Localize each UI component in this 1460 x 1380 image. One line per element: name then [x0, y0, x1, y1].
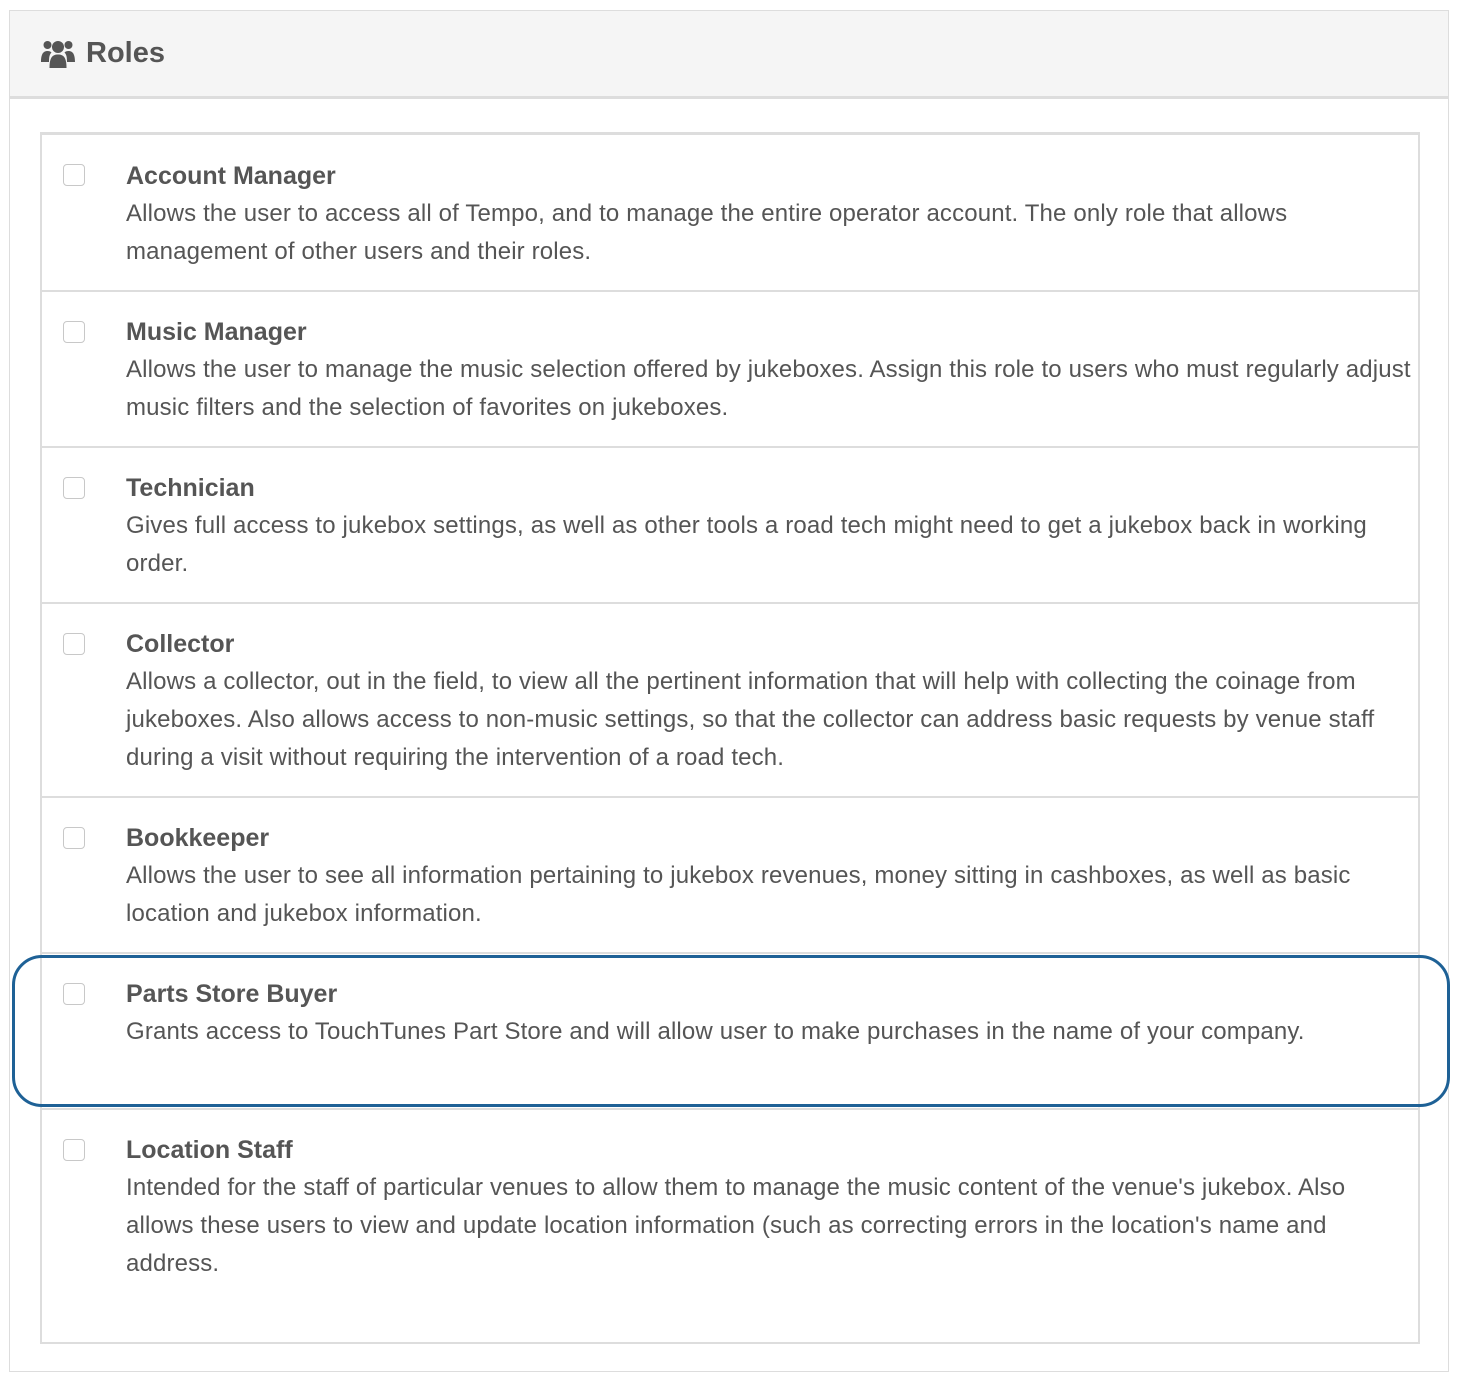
role-description: Intended for the staff of particular venues to allow them to manage the music content of the venue's jukebox. Also allows these users to view and update location information (such as correcting errors in the location's name and address.: [126, 1174, 1346, 1277]
role-checkbox-bookkeeper[interactable]: [63, 827, 85, 849]
role-checkbox-music-manager[interactable]: [63, 321, 85, 343]
role-item-location-staff: [42, 1110, 1418, 1340]
role-item-bookkeeper: [42, 798, 1418, 954]
users-icon: [40, 36, 76, 72]
role-description: Gives full access to jukebox settings, as well as other tools a road tech might need to get a jukebox back in working order.: [126, 512, 1367, 577]
role-item-parts-store-buyer: [42, 954, 1418, 1110]
role-checkbox-parts-store-buyer[interactable]: [63, 983, 85, 1005]
role-item-music-manager: [42, 292, 1418, 448]
panel-header: [10, 11, 1448, 99]
role-description: Allows the user to access all of Tempo, and to manage the entire operator account. The only role that allows management of other users and their roles.: [126, 200, 1288, 265]
role-name: Account Manager: [126, 162, 336, 190]
role-list: [40, 132, 1420, 1344]
roles-panel: [9, 10, 1449, 1372]
role-description: Grants access to TouchTunes Part Store and will allow user to make purchases in the name of your company.: [126, 1018, 1305, 1045]
role-item-technician: [42, 448, 1418, 604]
role-description: Allows the user to see all information pertaining to jukebox revenues, money sitting in cashboxes, as well as basic location and jukebox information.: [126, 862, 1351, 927]
role-name: Bookkeeper: [126, 824, 270, 852]
role-checkbox-location-staff[interactable]: [63, 1139, 85, 1161]
panel-title: Roles: [86, 37, 165, 69]
role-item-collector: [42, 604, 1418, 798]
role-checkbox-collector[interactable]: [63, 633, 85, 655]
role-description: Allows a collector, out in the field, to view all the pertinent information that will help with collecting the coinage from jukeboxes. Also allows access to non-music settings, so that the collector can address basic requests by venue staff during a visit without requiring the intervention of a road tech.: [126, 668, 1375, 771]
role-name: Music Manager: [126, 318, 307, 346]
role-item-account-manager: [42, 135, 1418, 292]
role-name: Parts Store Buyer: [126, 980, 338, 1008]
role-name: Collector: [126, 630, 235, 658]
role-description: Allows the user to manage the music selection offered by jukeboxes. Assign this role to users who must regularly adjust music filters and the selection of favorites on jukeboxes.: [126, 356, 1411, 421]
role-name: Technician: [126, 474, 255, 502]
role-name: Location Staff: [126, 1136, 293, 1164]
role-checkbox-technician[interactable]: [63, 477, 85, 499]
role-checkbox-account-manager[interactable]: [63, 164, 85, 186]
